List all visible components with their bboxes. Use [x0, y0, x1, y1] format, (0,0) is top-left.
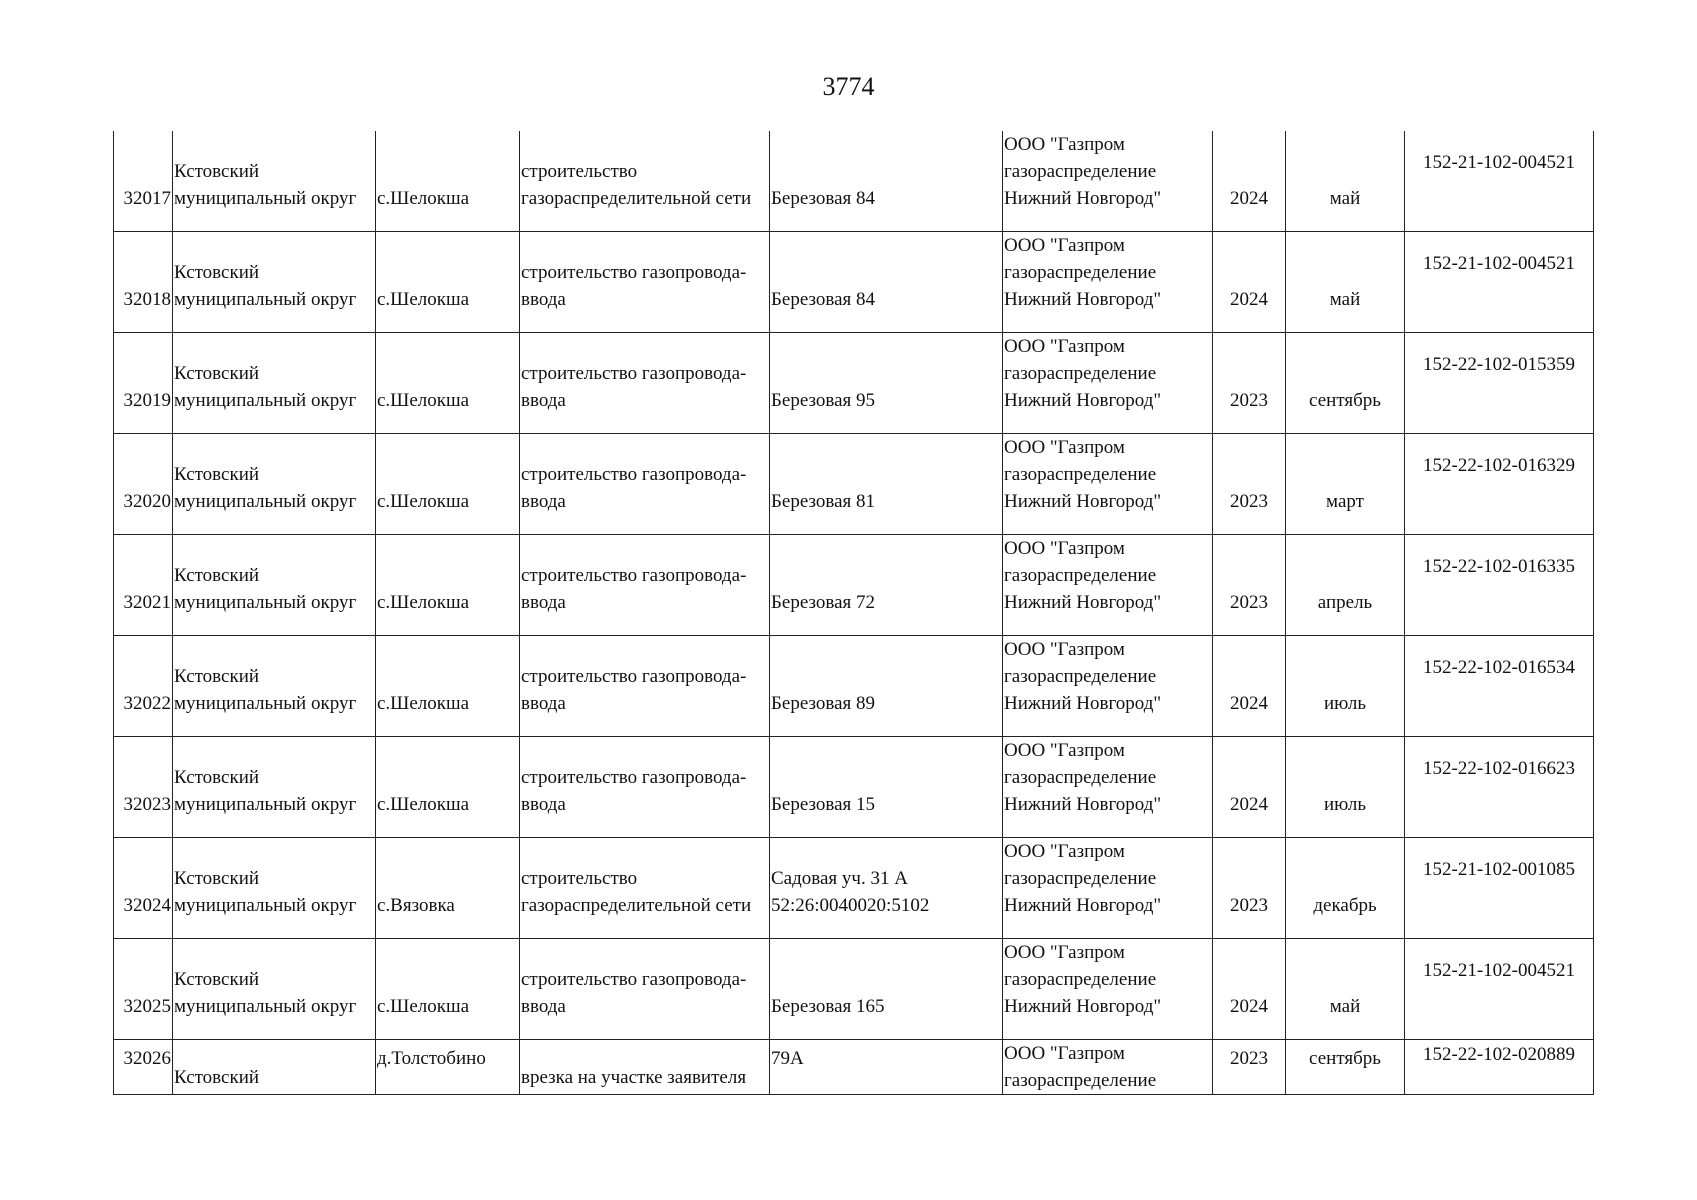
code-value: 152-22-102-020889 [1423, 1044, 1575, 1065]
row-number-cell [114, 333, 173, 434]
locality-value: с.Шелокша [377, 592, 470, 613]
page-number: 3774 [822, 72, 875, 101]
year-value: 2024 [1230, 289, 1268, 310]
district-line: муниципальный округ [174, 390, 357, 411]
row-number-cell [114, 939, 173, 1040]
year-value: 2024 [1230, 693, 1268, 714]
month-cell [1286, 939, 1405, 1040]
district-line: муниципальный округ [174, 996, 357, 1017]
organization-cell [1003, 333, 1213, 434]
code-value: 152-21-102-004521 [1423, 152, 1575, 173]
district-cell [173, 1040, 376, 1095]
org-line: газораспределение [1004, 666, 1157, 687]
locality-value: с.Вязовка [377, 895, 455, 916]
address-cell [770, 1040, 1003, 1095]
table-row [114, 838, 1594, 939]
address-line: 52:26:0040020:5102 [771, 895, 930, 916]
work-line: ввода [521, 592, 566, 613]
month-cell [1286, 333, 1405, 434]
work-line: строительство газопровода- [521, 464, 747, 485]
org-line: ООО "Газпром [1004, 134, 1125, 155]
locality-cell [376, 636, 520, 737]
work-line: врезка на участке заявителя [521, 1067, 747, 1088]
month-value: сентябрь [1309, 390, 1381, 411]
id-value: 32022 [123, 693, 171, 714]
row-number-cell [114, 838, 173, 939]
address-cell [770, 939, 1003, 1040]
work-type-cell [520, 838, 770, 939]
table-row [114, 1040, 1594, 1095]
code-value: 152-22-102-015359 [1423, 354, 1575, 375]
org-line: газораспределение [1004, 868, 1157, 889]
org-line: ООО "Газпром [1004, 639, 1125, 660]
code-value: 152-21-102-001085 [1423, 859, 1575, 880]
month-value: май [1329, 188, 1361, 209]
month-cell [1286, 1040, 1405, 1095]
table-row [114, 636, 1594, 737]
year-value: 2024 [1230, 996, 1268, 1017]
work-type-cell [520, 737, 770, 838]
organization-cell [1003, 1040, 1213, 1095]
address-line: Березовая 81 [771, 491, 876, 512]
district-cell [173, 434, 376, 535]
org-line: Нижний Новгород" [1004, 794, 1162, 815]
month-value: май [1329, 289, 1361, 310]
work-type-cell [520, 1040, 770, 1095]
work-type-cell [520, 434, 770, 535]
code-value: 152-22-102-016329 [1423, 455, 1575, 476]
address-cell [770, 232, 1003, 333]
district-line: Кстовский [174, 161, 260, 182]
year-cell [1213, 838, 1286, 939]
month-cell [1286, 232, 1405, 333]
org-line: Нижний Новгород" [1004, 895, 1162, 916]
work-line: строительство газопровода- [521, 666, 747, 687]
work-line: строительство [521, 161, 638, 182]
district-line: муниципальный округ [174, 592, 357, 613]
district-line: муниципальный округ [174, 491, 357, 512]
year-cell [1213, 333, 1286, 434]
month-value: март [1326, 491, 1364, 512]
organization-cell [1003, 939, 1213, 1040]
permit-code-cell [1405, 838, 1594, 939]
district-cell [173, 838, 376, 939]
locality-cell [376, 232, 520, 333]
work-type-cell [520, 636, 770, 737]
org-line: ООО "Газпром [1004, 538, 1125, 559]
org-line: Нижний Новгород" [1004, 491, 1162, 512]
work-line: ввода [521, 794, 566, 815]
year-cell [1213, 434, 1286, 535]
code-value: 152-22-102-016534 [1423, 657, 1575, 678]
work-type-cell [520, 939, 770, 1040]
month-cell [1286, 737, 1405, 838]
organization-cell [1003, 838, 1213, 939]
month-value: май [1329, 996, 1361, 1017]
organization-cell [1003, 434, 1213, 535]
permit-code-cell [1405, 939, 1594, 1040]
district-cell [173, 232, 376, 333]
table-row [114, 232, 1594, 333]
locality-cell [376, 535, 520, 636]
org-line: ООО "Газпром [1004, 235, 1125, 256]
row-number-cell [114, 131, 173, 232]
work-line: ввода [521, 693, 566, 714]
district-line: муниципальный округ [174, 895, 357, 916]
district-line: муниципальный округ [174, 693, 357, 714]
locality-cell [376, 939, 520, 1040]
district-line: муниципальный округ [174, 188, 357, 209]
district-cell [173, 636, 376, 737]
organization-cell [1003, 737, 1213, 838]
locality-cell [376, 131, 520, 232]
district-cell [173, 939, 376, 1040]
month-cell [1286, 434, 1405, 535]
district-line: Кстовский [174, 666, 260, 687]
address-line: Березовая 15 [771, 794, 876, 815]
org-line: ООО "Газпром [1004, 336, 1125, 357]
org-line: Нижний Новгород" [1004, 592, 1162, 613]
id-value: 32026 [123, 1048, 171, 1069]
address-cell [770, 333, 1003, 434]
district-line: Кстовский [174, 262, 260, 283]
district-line: Кстовский [174, 464, 260, 485]
org-line: газораспределение [1004, 565, 1157, 586]
org-line: газораспределение [1004, 262, 1157, 283]
permit-code-cell [1405, 636, 1594, 737]
month-value: сентябрь [1309, 1048, 1381, 1069]
table-row [114, 737, 1594, 838]
code-value: 152-22-102-016335 [1423, 556, 1575, 577]
permit-code-cell [1405, 737, 1594, 838]
month-cell [1286, 838, 1405, 939]
month-value: июль [1323, 794, 1367, 815]
row-number-cell [114, 1040, 173, 1095]
org-line: Нижний Новгород" [1004, 188, 1162, 209]
locality-cell [376, 434, 520, 535]
month-value: апрель [1317, 592, 1373, 613]
work-type-cell [520, 131, 770, 232]
org-line: газораспределение [1004, 161, 1157, 182]
id-value: 32021 [123, 592, 171, 613]
locality-value: с.Шелокша [377, 188, 470, 209]
district-line: Кстовский [174, 969, 260, 990]
district-line: муниципальный округ [174, 289, 357, 310]
address-cell [770, 737, 1003, 838]
org-line: газораспределение [1004, 1070, 1157, 1091]
row-number-cell [114, 636, 173, 737]
organization-cell [1003, 131, 1213, 232]
year-cell [1213, 636, 1286, 737]
address-line: Березовая 95 [771, 390, 876, 411]
year-cell [1213, 1040, 1286, 1095]
district-cell [173, 737, 376, 838]
locality-value: с.Шелокша [377, 491, 470, 512]
org-line: газораспределение [1004, 767, 1157, 788]
permit-code-cell [1405, 434, 1594, 535]
district-line: Кстовский [174, 565, 260, 586]
year-cell [1213, 232, 1286, 333]
id-value: 32024 [123, 895, 171, 916]
address-line: Садовая уч. 31 А [771, 868, 908, 889]
district-cell [173, 535, 376, 636]
code-value: 152-22-102-016623 [1423, 758, 1575, 779]
locality-value: с.Шелокша [377, 693, 470, 714]
year-value: 2024 [1230, 188, 1268, 209]
registry-body [114, 131, 1594, 1095]
district-line: Кстовский [174, 363, 260, 384]
locality-cell [376, 1040, 520, 1095]
address-line: Березовая 84 [771, 289, 876, 310]
table-row [114, 434, 1594, 535]
locality-value: с.Шелокша [377, 996, 470, 1017]
work-type-cell [520, 333, 770, 434]
work-line: ввода [521, 390, 566, 411]
address-line: Березовая 89 [771, 693, 876, 714]
table-row [114, 131, 1594, 232]
row-number-cell [114, 434, 173, 535]
work-line: строительство газопровода- [521, 565, 747, 586]
address-line: 79А [771, 1048, 804, 1069]
work-line: газораспределительной сети [521, 188, 752, 209]
org-line: ООО "Газпром [1004, 740, 1125, 761]
org-line: Нижний Новгород" [1004, 390, 1162, 411]
month-cell [1286, 636, 1405, 737]
work-type-cell [520, 535, 770, 636]
row-number-cell [114, 737, 173, 838]
permit-code-cell [1405, 131, 1594, 232]
org-line: ООО "Газпром [1004, 437, 1125, 458]
id-value: 32019 [123, 390, 171, 411]
address-cell [770, 838, 1003, 939]
locality-cell [376, 838, 520, 939]
work-line: строительство газопровода- [521, 767, 747, 788]
year-value: 2023 [1230, 390, 1268, 411]
address-cell [770, 636, 1003, 737]
month-value: июль [1323, 693, 1367, 714]
permit-code-cell [1405, 333, 1594, 434]
month-value: декабрь [1313, 895, 1377, 916]
org-line: газораспределение [1004, 464, 1157, 485]
work-line: ввода [521, 491, 566, 512]
year-value: 2023 [1230, 895, 1268, 916]
locality-value: с.Шелокша [377, 794, 470, 815]
year-value: 2023 [1230, 1048, 1268, 1069]
org-line: Нижний Новгород" [1004, 996, 1162, 1017]
work-line: строительство [521, 868, 638, 889]
locality-value: с.Шелокша [377, 390, 470, 411]
org-line: газораспределение [1004, 363, 1157, 384]
table-row [114, 939, 1594, 1040]
year-cell [1213, 939, 1286, 1040]
district-line: Кстовский [174, 767, 260, 788]
org-line: ООО "Газпром [1004, 841, 1125, 862]
month-cell [1286, 131, 1405, 232]
organization-cell [1003, 636, 1213, 737]
district-cell [173, 131, 376, 232]
gas-connection-registry-table [113, 131, 1594, 1095]
year-value: 2023 [1230, 592, 1268, 613]
locality-value: д.Толстобино [377, 1048, 486, 1069]
work-line: газораспределительной сети [521, 895, 752, 916]
locality-cell [376, 737, 520, 838]
id-value: 32023 [123, 794, 171, 815]
org-line: газораспределение [1004, 969, 1157, 990]
district-line: Кстовский [174, 1067, 260, 1088]
id-value: 32020 [123, 491, 171, 512]
permit-code-cell [1405, 1040, 1594, 1095]
code-value: 152-21-102-004521 [1423, 253, 1575, 274]
organization-cell [1003, 535, 1213, 636]
month-cell [1286, 535, 1405, 636]
address-line: Березовая 72 [771, 592, 876, 613]
year-cell [1213, 535, 1286, 636]
row-number-cell [114, 535, 173, 636]
address-cell [770, 434, 1003, 535]
org-line: Нижний Новгород" [1004, 289, 1162, 310]
id-value: 32018 [123, 289, 171, 310]
organization-cell [1003, 232, 1213, 333]
work-line: строительство газопровода- [521, 363, 747, 384]
permit-code-cell [1405, 232, 1594, 333]
address-cell [770, 131, 1003, 232]
district-line: Кстовский [174, 868, 260, 889]
org-line: ООО "Газпром [1004, 942, 1125, 963]
address-line: Березовая 84 [771, 188, 876, 209]
org-line: Нижний Новгород" [1004, 693, 1162, 714]
work-line: ввода [521, 996, 566, 1017]
id-value: 32017 [123, 188, 171, 209]
work-type-cell [520, 232, 770, 333]
locality-value: с.Шелокша [377, 289, 470, 310]
address-cell [770, 535, 1003, 636]
work-line: строительство газопровода- [521, 969, 747, 990]
district-cell [173, 333, 376, 434]
district-line: муниципальный округ [174, 794, 357, 815]
id-value: 32025 [123, 996, 171, 1017]
year-cell [1213, 737, 1286, 838]
permit-code-cell [1405, 535, 1594, 636]
table-row [114, 333, 1594, 434]
year-cell [1213, 131, 1286, 232]
work-line: строительство газопровода- [521, 262, 747, 283]
row-number-cell [114, 232, 173, 333]
year-value: 2024 [1230, 794, 1268, 815]
code-value: 152-21-102-004521 [1423, 960, 1575, 981]
org-line: ООО "Газпром [1004, 1043, 1125, 1064]
table-row [114, 535, 1594, 636]
locality-cell [376, 333, 520, 434]
year-value: 2023 [1230, 491, 1268, 512]
work-line: ввода [521, 289, 566, 310]
address-line: Березовая 165 [771, 996, 885, 1017]
